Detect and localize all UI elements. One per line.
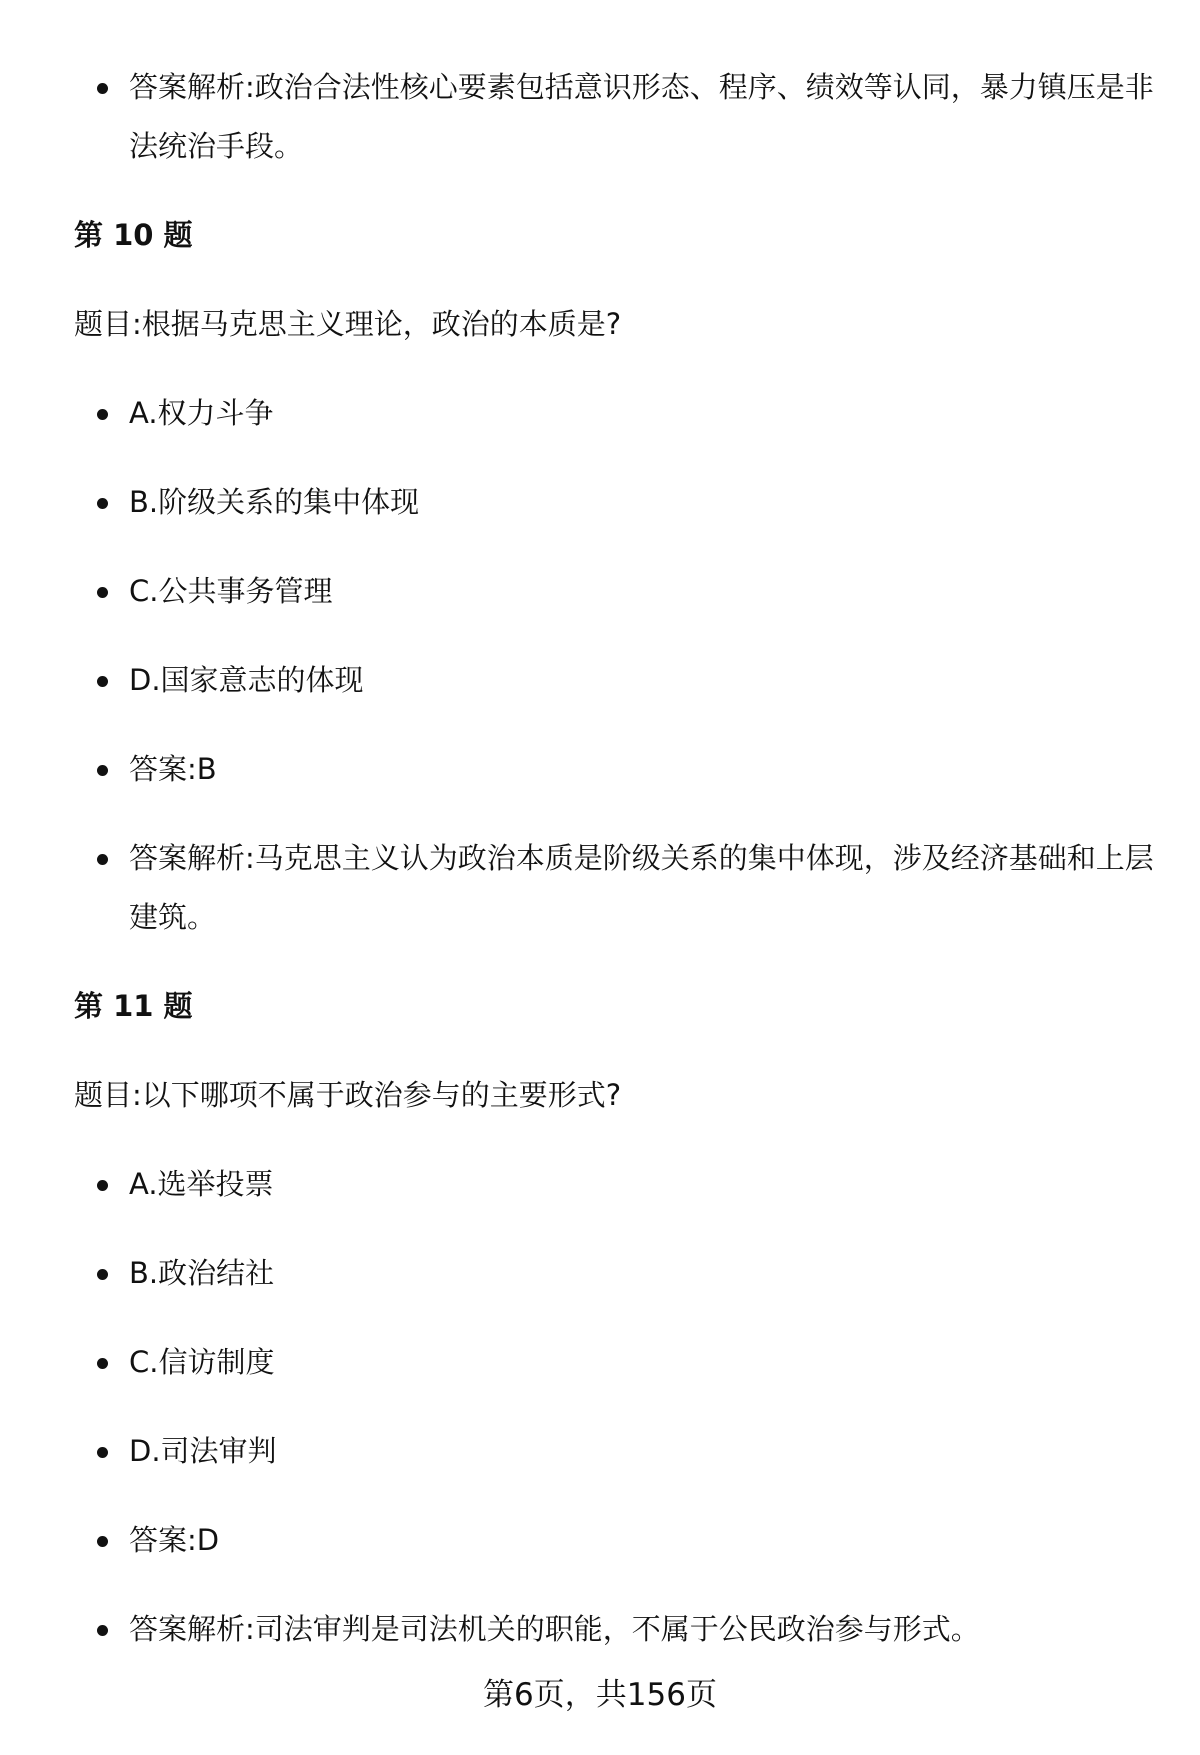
bullet-icon [97, 854, 108, 865]
page-number-footer: 第6页，共156页 [483, 1677, 717, 1713]
bullet-icon [97, 1180, 108, 1191]
bullet-icon [97, 498, 108, 509]
answer-text: 答案:D [129, 1523, 220, 1557]
bullet-icon [97, 676, 108, 687]
option-text: D.国家意志的体现 [129, 663, 364, 697]
bullet-icon [97, 587, 108, 598]
option-item [74, 1422, 1154, 1481]
bullet-icon [97, 1625, 108, 1636]
analysis-text: 答案解析:政治合法性核心要素包括意识形态、程序、绩效等认同，暴力镇压是非法统治手段。 [129, 70, 1154, 163]
option-item [74, 562, 1154, 621]
option-text: C.信访制度 [129, 1345, 275, 1379]
analysis-text: 答案解析:司法审判是司法机关的职能，不属于公民政治参与形式。 [129, 1612, 980, 1646]
option-text: A.选举投票 [129, 1167, 274, 1201]
bullet-icon [97, 1447, 108, 1458]
page-content [74, 58, 1154, 1689]
option-item [74, 384, 1154, 443]
list-item-analysis [74, 58, 1154, 176]
question-title: 题目:根据马克思主义理论，政治的本质是? [74, 307, 622, 341]
option-text: D.司法审判 [129, 1434, 277, 1468]
option-item [74, 1155, 1154, 1214]
bullet-icon [97, 1536, 108, 1547]
answer-item [74, 740, 1154, 799]
bullet-icon [97, 83, 108, 94]
option-item [74, 651, 1154, 710]
option-text: A.权力斗争 [129, 396, 274, 430]
question-title: 题目:以下哪项不属于政治参与的主要形式? [74, 1078, 622, 1112]
option-item [74, 1244, 1154, 1303]
bullet-icon [97, 1269, 108, 1280]
bullet-icon [97, 1358, 108, 1369]
analysis-text: 答案解析:马克思主义认为政治本质是阶级关系的集中体现，涉及经济基础和上层建筑。 [129, 841, 1154, 934]
question-heading: 第 10 题 [74, 218, 193, 252]
option-text: C.公共事务管理 [129, 574, 333, 608]
option-item [74, 1333, 1154, 1392]
option-text: B.政治结社 [129, 1256, 275, 1290]
bullet-icon [97, 409, 108, 420]
bullet-icon [97, 765, 108, 776]
option-text: B.阶级关系的集中体现 [129, 485, 420, 519]
list-item-analysis [74, 1600, 1154, 1659]
list-item-analysis [74, 829, 1154, 947]
option-item [74, 473, 1154, 532]
answer-text: 答案:B [129, 752, 217, 786]
question-heading: 第 11 题 [74, 989, 193, 1023]
answer-item [74, 1511, 1154, 1570]
